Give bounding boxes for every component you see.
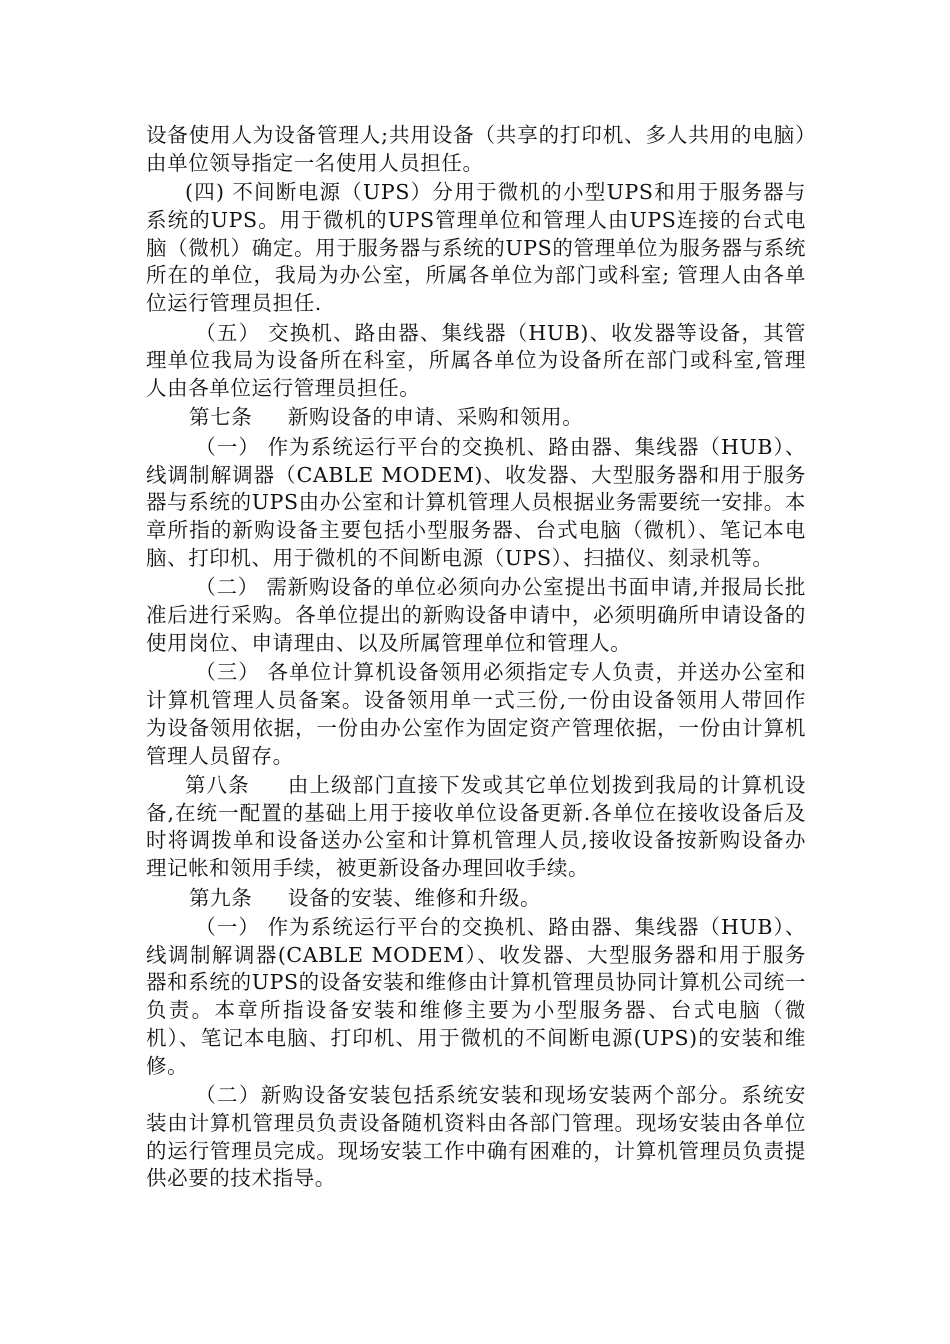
paragraph-article-9-item-1: （一） 作为系统运行平台的交换机、路由器、集线器（HUB）、 线调制解调器(CABLE MODEM）、收发器、大型服务器和用于服务器和系统的UPS的设备安装和维修由计算机管理员协同计算机公司统一负责。本章所指设备安装和维修主要为小型服务器、台式电脑（微机）、笔记本电脑、打印机、用于微机的不间断电源(UPS)的安装和维修。 [146,914,821,1078]
paragraph-device-user: 设备使用人为设备管理人;共用设备（共享的打印机、多人共用的电脑）由单位领导指定一名使用人员担任。 [146,123,806,175]
paragraph-article-7-item-1: （一） 作为系统运行平台的交换机、路由器、集线器（HUB）、线调制解调器（CABLE MODEM)、收发器、大型服务器和用于服务器与系统的UPS由办公室和计算机管理人员根据业务需要统一安排。本章所指的新购设备主要包括小型服务器、台式电脑（微机）、笔记本电脑、打印机、用于微机的不间断电源（UPS）、扫描仪、刻录机等。 [146,434,806,570]
paragraph-article-7-item-3: （三） 各单位计算机设备领用必须指定专人负责，并送办公室和计算机管理人员备案。设备领用单一式三份,一份由设备领用人带回作为设备领用依据，一份由办公室作为固定资产管理依据，一份由计算机管理人员留存。 [146,660,806,768]
paragraph-article-7-item-2: （二） 需新购设备的单位必须向办公室提出书面申请,并报局长批准后进行采购。各单位提出的新购设备申请中，必须明确所申请设备的使用岗位、申请理由、以及所属管理单位和管理人。 [146,575,806,655]
article-9-heading: 第九条 设备的安装、维修和升级。 [189,885,542,910]
paragraph-ups: (四) 不间断电源（UPS）分用于微机的小型UPS和用于服务器与系统的UPS。用于微机的UPS管理单位和管理人由UPS连接的台式电脑（微机）确定。用于服务器与系统的UPS的管理单位为服务器与系统所在的单位，我局为办公室，所属各单位为部门或科室; 管理人由各单位运行管理员担任. [146,180,806,316]
article-7-heading: 第七条 新购设备的申请、采购和领用。 [189,405,584,430]
paragraph-article-9-item-2: （二）新购设备安装包括系统安装和现场安装两个部分。系统安装由计算机管理员负责设备随机资料由各部门管理。现场安装由各单位的运行管理员完成。现场安装工作中确有困难的，计算机管理员负责提供必要的技术指导。 [146,1083,806,1191]
paragraph-switch-router: （五） 交换机、路由器、集线器（HUB)、收发器等设备，其管理单位我局为设备所在科室，所属各单位为设备所在部门或科室,管理人由各单位运行管理员担任。 [146,320,806,401]
document-body [146,122,821,1195]
article-8-paragraph: 第八条 由上级部门直接下发或其它单位划拨到我局的计算机设备,在统一配置的基础上用于接收单位设备更新.各单位在接收设备后及时将调拨单和设备送办公室和计算机管理人员,接收设备按新购设备办理记帐和领用手续，被更新设备办理回收手续。 [146,772,806,881]
